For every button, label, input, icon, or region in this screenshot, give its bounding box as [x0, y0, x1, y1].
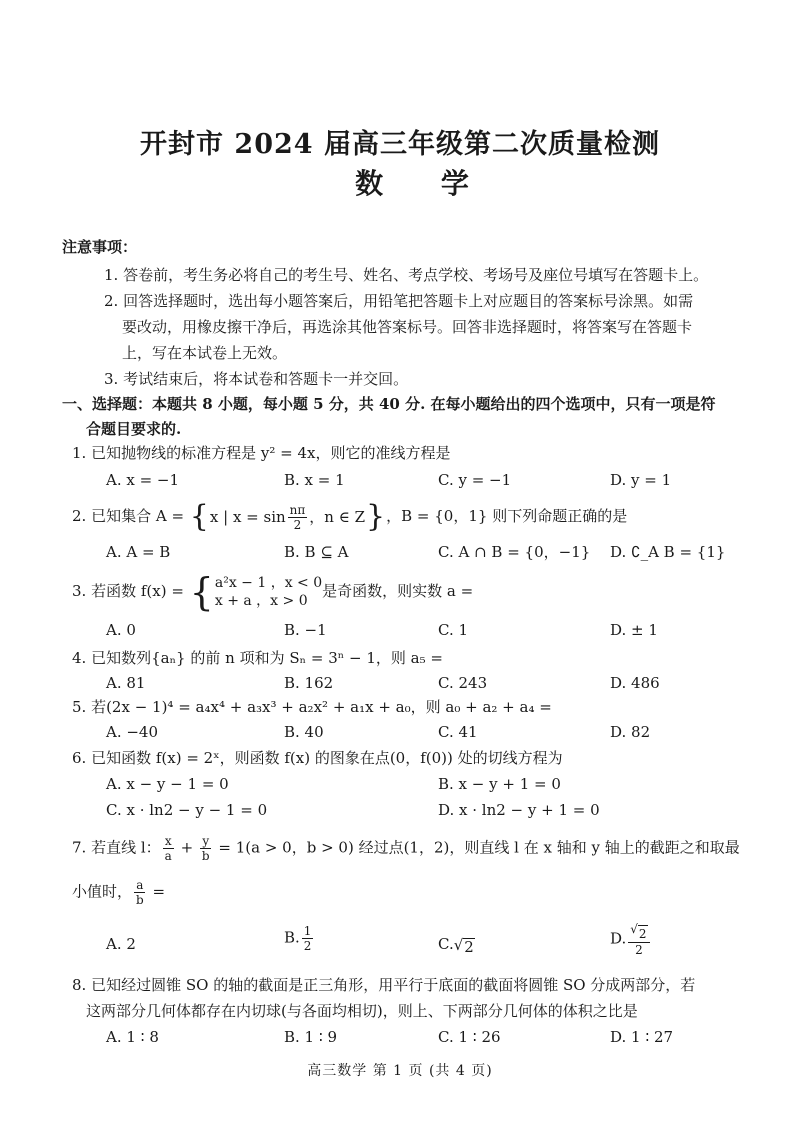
notice-item-2-line-3: 上，写在本试卷上无效。 — [122, 344, 288, 362]
q1-option-b: B. x = 1 — [284, 471, 345, 489]
q6-option-d: D. x · ln2 − y + 1 = 0 — [438, 801, 600, 819]
q7-fraction-1-denominator: a — [164, 849, 172, 863]
q3-option-a: A. 0 — [106, 621, 136, 639]
q2-set-close-brace: } — [366, 499, 386, 534]
q7-fraction-a-over-b — [134, 878, 146, 907]
q7-fraction-2-denominator: b — [201, 849, 210, 863]
q3-stem-post: 是奇函数，则实数 a = — [322, 582, 474, 600]
q2-option-d: D. ∁_A B = {1} — [610, 543, 726, 561]
q7-option-d-label: D. — [610, 929, 627, 948]
q8-stem-line-1: 8. 已知经过圆锥 SO 的轴的截面是正三角形，用平行于底面的截面将圆锥 SO 分成两部分，若 — [72, 976, 696, 994]
q4-option-b: B. 162 — [284, 674, 334, 692]
q8-option-d: D. 1 ∶ 27 — [610, 1028, 674, 1046]
q1-option-d: D. y = 1 — [610, 471, 672, 489]
q2-option-a: A. A = B — [106, 543, 171, 561]
q3-stem-pre: 3. 若函数 f(x) = — [72, 582, 189, 600]
q2-stem — [72, 499, 628, 534]
q7-fraction-x-over-a — [163, 834, 174, 863]
q2-set-open-brace: { — [189, 499, 209, 534]
q6-option-b: B. x − y + 1 = 0 — [438, 775, 561, 793]
q4-option-c: C. 243 — [438, 674, 488, 692]
q7-fraction-2-numerator: y — [202, 834, 210, 848]
q7-option-c — [438, 934, 475, 955]
q4-option-d: D. 486 — [610, 674, 660, 692]
exam-title: 开封市 2024 届高三年级第二次质量检测 — [140, 129, 660, 160]
notice-item-1: 1. 答卷前，考生务必将自己的考生号、姓名、考点学校、考场号及座位号填写在答题卡上。 — [104, 266, 709, 284]
q3-cases — [215, 574, 322, 610]
q1-option-c: C. y = −1 — [438, 471, 512, 489]
q7-option-d — [610, 922, 652, 957]
section-heading-line-1: 一、选择题：本题共 8 小题，每小题 5 分，共 40 分. 在每小题给出的四个选项中，只有一项是符 — [62, 395, 716, 413]
q4-stem: 4. 已知数列{aₙ} 的前 n 项和为 Sₙ = 3ⁿ − 1，则 a₅ = — [72, 649, 443, 667]
q7-option-c-label: C. — [438, 935, 454, 953]
q3-stem — [72, 570, 474, 614]
q3-piecewise — [189, 570, 323, 614]
q3-option-b: B. −1 — [284, 621, 327, 639]
q2-stem-pre: 2. 已知集合 A = — [72, 507, 189, 525]
q7-option-a: A. 2 — [106, 935, 136, 953]
q2-set-inner-2: ，n ∈ Z — [309, 508, 366, 526]
q7-option-c-radicand: 2 — [464, 938, 474, 956]
q7-option-d-numerator — [628, 922, 649, 943]
q4-option-a: A. 81 — [106, 674, 146, 692]
notice-item-2-line-1: 2. 回答选择题时，选出每小题答案后，用铅笔把答题卡上对应题目的答案标号涂黑。如需 — [104, 292, 694, 310]
q3-brace: { — [189, 570, 214, 614]
q5-stem: 5. 若(2x − 1)⁴ = a₄x⁴ + a₃x³ + a₂x² + a₁x + a₀，则 a₀ + a₂ + a₄ = — [72, 698, 552, 716]
q7-option-d-sqrt — [630, 922, 647, 942]
q5-option-a: A. −40 — [106, 723, 159, 741]
subject-title: 数 学 — [355, 167, 493, 200]
q2-fraction-numerator: nπ — [289, 502, 306, 517]
q7-option-d-radicand: 2 — [638, 927, 647, 941]
q8-stem-line-2: 这两部分几何体都存在内切球(与各面均相切)，则上、下两部分几何体的体积之比是 — [86, 1002, 638, 1020]
q2-fraction — [288, 503, 308, 532]
q7-option-b — [284, 924, 315, 953]
q2-option-c: C. A ∩ B = {0，−1} — [438, 543, 591, 561]
q7-option-b-denominator: 2 — [303, 939, 312, 953]
q7-option-b-fraction — [302, 924, 314, 953]
q5-option-d: D. 82 — [610, 723, 651, 741]
section-heading-line-2: 合题目要求的. — [86, 420, 182, 438]
notice-heading: 注意事项： — [62, 238, 138, 256]
q7-stem-line-2 — [72, 878, 165, 907]
q2-set-inner: x | x = sin — [209, 508, 286, 526]
q3-case-1: a²x − 1 ，x < 0 — [214, 575, 323, 591]
q7-fraction-3-numerator: a — [136, 878, 144, 892]
q8-option-a: A. 1 ∶ 8 — [106, 1028, 159, 1046]
q6-option-c: C. x · ln2 − y − 1 = 0 — [106, 801, 268, 819]
q2-set-builder — [189, 499, 386, 534]
q3-option-d: D. ± 1 — [610, 621, 658, 639]
q7-line2-pre: 小值时， — [72, 882, 133, 901]
q7-stem-line-1 — [72, 834, 740, 863]
q3-option-c: C. 1 — [438, 621, 469, 639]
q7-option-d-denominator: 2 — [635, 943, 643, 957]
q7-fraction-1-numerator: x — [164, 834, 172, 848]
q6-stem: 6. 已知函数 f(x) = 2ˣ，则函数 f(x) 的图象在点(0，f(0)) 处的切线方程为 — [72, 749, 563, 767]
q5-option-b: B. 40 — [284, 723, 324, 741]
radical-icon: √ — [453, 936, 464, 954]
q7-line2-post: = — [147, 882, 166, 901]
q2-fraction-denominator: 2 — [293, 517, 302, 532]
q6-option-a: A. x − y − 1 = 0 — [106, 775, 229, 793]
q7-fraction-y-over-b — [200, 834, 212, 863]
q7-fraction-3-denominator: b — [136, 893, 144, 907]
radical-icon: √ — [630, 922, 638, 936]
q7-stem-pre: 7. 若直线 l： — [72, 838, 161, 857]
q1-option-a: A. x = −1 — [106, 471, 180, 489]
q8-option-c: C. 1 ∶ 26 — [438, 1028, 501, 1046]
q1-stem: 1. 已知抛物线的标准方程是 y² = 4x，则它的准线方程是 — [72, 444, 451, 462]
notice-item-2-line-2: 要改动，用橡皮擦干净后，再选涂其他答案标号。回答非选择题时，将答案写在答题卡 — [122, 318, 693, 336]
q7-plus: + — [175, 838, 198, 857]
q7-option-b-label: B. — [284, 928, 300, 947]
q3-case-2: x + a ，x > 0 — [214, 593, 308, 609]
q5-option-c: C. 41 — [438, 723, 478, 741]
notice-item-3: 3. 考试结束后，将本试卷和答题卡一并交回。 — [104, 370, 409, 388]
q7-option-b-numerator: 1 — [303, 924, 312, 938]
page-footer: 高三数学 第 1 页 (共 4 页) — [307, 1063, 493, 1079]
q7-stem-post: = 1(a > 0，b > 0) 经过点(1，2)，则直线 l 在 x 轴和 y 轴上的截距之和取最 — [213, 838, 740, 857]
q7-option-c-sqrt — [454, 935, 475, 955]
q2-stem-post: ，B = {0，1} 则下列命题正确的是 — [386, 507, 628, 525]
q7-option-d-fraction — [628, 922, 649, 957]
q2-option-b: B. B ⊆ A — [284, 543, 349, 561]
q8-option-b: B. 1 ∶ 9 — [284, 1028, 338, 1046]
